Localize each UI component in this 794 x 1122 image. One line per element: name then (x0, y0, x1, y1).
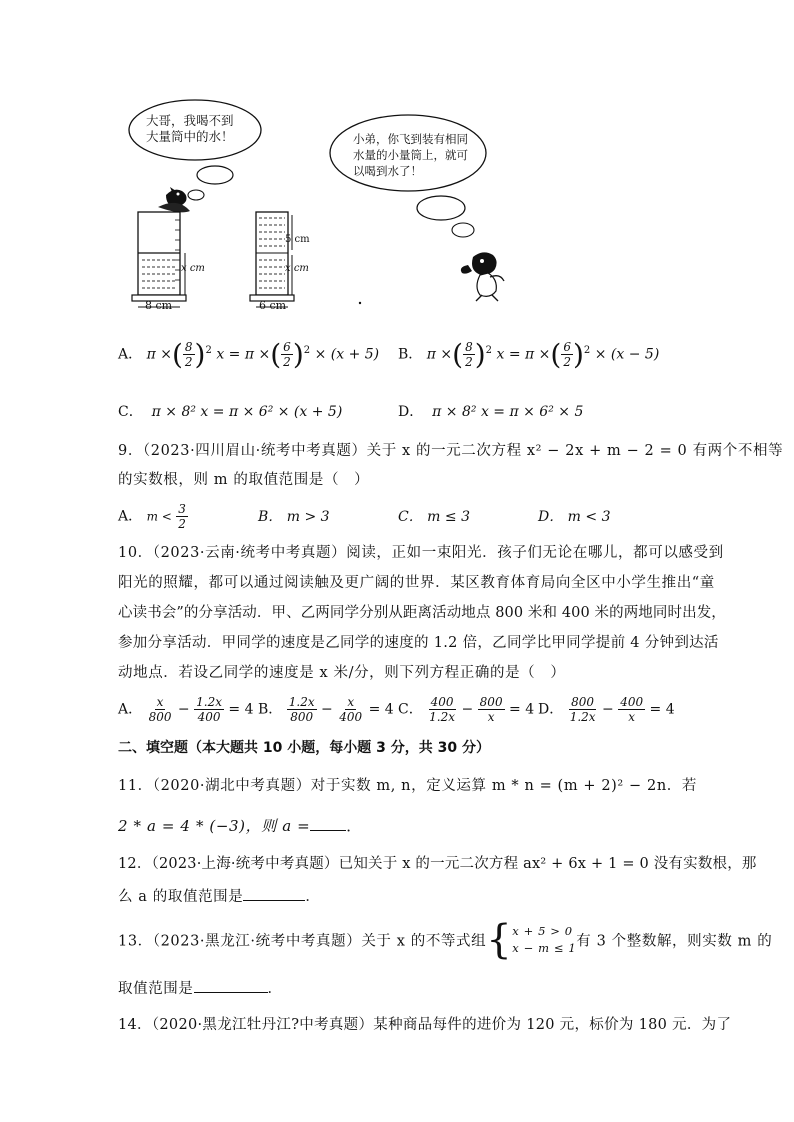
q11-answer-blank (310, 816, 346, 831)
big-cylinder (132, 212, 186, 307)
q10-line-1: 10．（2023·云南·统考中考真题）阅读，正如一束阳光．孩子们无论在哪儿，都可以感受到 (118, 545, 724, 561)
q11-line-1: 11．（2020·湖北中考真题）对于实数 m, n，定义运算 m * n = (m + 2)² − 2n．若 (118, 778, 697, 794)
q12-line-2: 么 a 的取值范围是 ． (118, 885, 320, 906)
small-cylinder-width-label: 6 cm (259, 299, 287, 312)
q13-line-2: 取值范围是 ． (118, 977, 283, 998)
bubble-left-text: 大哥，我喝不到 大量筒中的水！ (146, 113, 234, 144)
q10-option-d: D． $\frac{800}{1.2x}$ − $\frac{400}{x}$ = 4 (538, 695, 675, 724)
q14-line-1: 14．（2020·黑龙江牡丹江?中考真题）某种商品每件的进价为 120 元，标价为 180 元．为了 (118, 1017, 732, 1033)
q9-option-a: A． m < $\frac{3}{2}$ (118, 502, 186, 531)
q13-answer-blank (194, 978, 268, 993)
q8-option-a: A． π ×( $\frac{8}{2}$ )$^2$ x = π ×( $\frac{6}{2}$ )$^2$ × (x + 5) (118, 338, 380, 371)
q8-option-c: C． π × 8² x = π × 6² × (x + 5) (118, 404, 343, 420)
q10-option-b: B． $\frac{1.2x}{800}$ − $\frac{x}{400}$ = 4 (258, 695, 394, 724)
q8-option-d: D． π × 8² x = π × 6² × 5 (398, 404, 584, 420)
q9-option-b: B． m > 3 (258, 509, 330, 525)
big-cylinder-width-label: 8 cm (145, 299, 173, 312)
big-cylinder-height-label: x cm (181, 263, 205, 274)
q10-line-2: 阳光的照耀，都可以通过阅读触及更广阔的世界．某区教育体育局向全区中小学生推出“童 (118, 575, 715, 591)
q8-option-b: B． π ×( $\frac{8}{2}$ )$^2$ x = π ×( $\frac{6}{2}$ )$^2$ × (x − 5) (398, 338, 660, 371)
q13-inequality-1: x + 5 > 0 (512, 924, 573, 938)
q11-line-2: 2 * a = 4 * (−3)，则 a = ． (118, 817, 362, 835)
q12-answer-blank (243, 886, 305, 901)
small-cylinder-top-label: 5 cm (285, 234, 310, 245)
q10-option-c: C． $\frac{400}{1.2x}$ − $\frac{800}{x}$ = 4 (398, 695, 535, 724)
q10-line-5: 动地点．若设乙同学的速度是 x 米/分，则下列方程正确的是（ ） (118, 665, 566, 681)
bubble-right-text: 小弟，你飞到装有相同 水量的小量筒上，就可 以喝到水了！ (353, 132, 468, 178)
q10-line-4: 参加分享活动．甲同学的速度是乙同学的速度的 1.2 倍，乙同学比甲同学提前 4 分钟到达活 (118, 635, 719, 651)
q10-option-a: A． $\frac{x}{800}$ − $\frac{1.2x}{400}$ = 4 (118, 695, 254, 724)
q9-option-c: C． m ≤ 3 (398, 509, 470, 525)
crow-icon (158, 187, 190, 212)
q12-line-1: 12．（2023·上海·统考中考真题）已知关于 x 的一元二次方程 ax² + 6x + 1 = 0 没有实数根，那 (118, 856, 757, 872)
small-cylinder (250, 212, 294, 307)
q9-line-1: 9．（2023·四川眉山·统考中考真题）关于 x 的一元二次方程 x² − 2x + m − 2 = 0 有两个不相等 (118, 443, 784, 459)
standing-crow-icon (461, 252, 504, 301)
q9-line-2: 的实数根，则 m 的取值范围是（ ） (118, 472, 370, 488)
q13-line-1: 13．（2023·黑龙江·统考中考真题）关于 x 的不等式组{ x + 5 > 0 x − m ≤ 1 有 3 个整数解，则实数 m 的 (118, 917, 773, 963)
q9-option-d: D． m < 3 (538, 509, 611, 525)
q13-inequality-2: x − m ≤ 1 (512, 941, 577, 955)
section-2-heading: 二、填空题（本大题共 10 小题，每小题 3 分，共 30 分） (118, 740, 490, 756)
q10-line-3: 心读书会”的分享活动．甲、乙两同学分别从距离活动地点 800 米和 400 米的两地同时出发， (118, 605, 726, 621)
small-cylinder-height-label: x cm (285, 263, 309, 274)
